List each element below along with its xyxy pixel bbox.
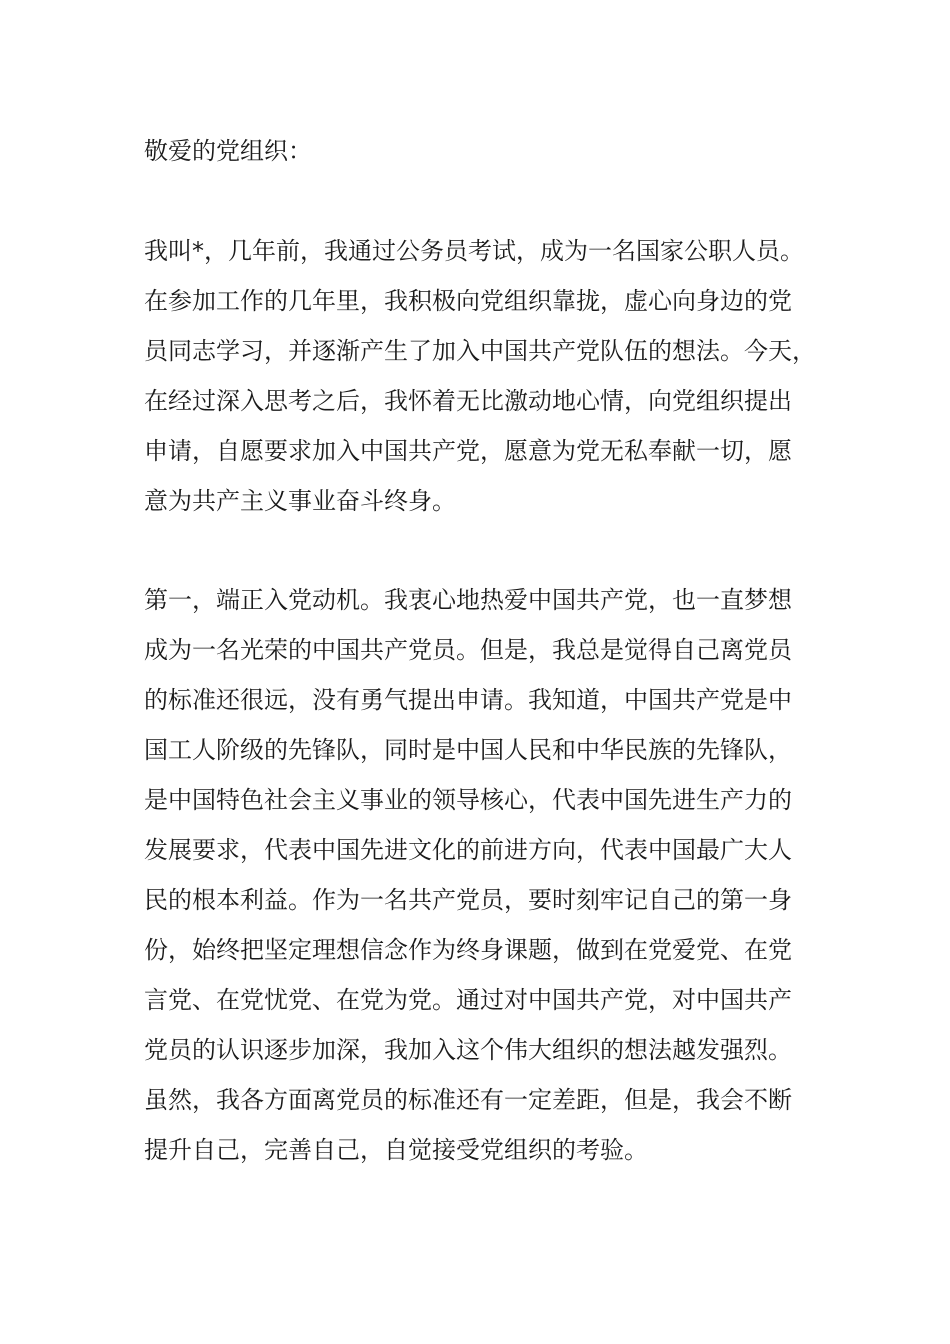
paragraph-line: 我叫*，几年前，我通过公务员考试，成为一名国家公职人员。 [144, 237, 804, 265]
paragraph-line: 的标准还很远，没有勇气提出申请。我知道，中国共产党是中 [144, 686, 792, 714]
paragraph-line: 在参加工作的几年里，我积极向党组织靠拢，虚心向身边的党 [144, 287, 792, 315]
paragraph-line: 是中国特色社会主义事业的领导核心，代表中国先进生产力的 [144, 786, 792, 814]
paragraph-line: 申请，自愿要求加入中国共产党，愿意为党无私奉献一切，愿 [144, 437, 792, 465]
paragraph-line: 党员的认识逐步加深，我加入这个伟大组织的想法越发强烈。 [144, 1036, 792, 1064]
paragraph-line: 员同志学习，并逐渐产生了加入中国共产党队伍的想法。今天， [144, 337, 816, 365]
paragraph-line: 份，始终把坚定理想信念作为终身课题，做到在党爱党、在党 [144, 936, 792, 964]
salutation: 敬爱的党组织： [144, 137, 312, 165]
paragraph-line: 言党、在党忧党、在党为党。通过对中国共产党，对中国共产 [144, 986, 792, 1014]
paragraph-line: 虽然，我各方面离党员的标准还有一定差距，但是，我会不断 [144, 1086, 792, 1114]
paragraph-line: 在经过深入思考之后，我怀着无比激动地心情，向党组织提出 [144, 387, 792, 415]
paragraph-line: 国工人阶级的先锋队，同时是中国人民和中华民族的先锋队， [144, 736, 792, 764]
paragraph-line: 意为共产主义事业奋斗终身。 [144, 487, 456, 515]
paragraph-line: 提升自己，完善自己，自觉接受党组织的考验。 [144, 1136, 648, 1164]
paragraph-line: 第一，端正入党动机。我衷心地热爱中国共产党，也一直梦想 [144, 586, 792, 614]
paragraph-line: 成为一名光荣的中国共产党员。但是，我总是觉得自己离党员 [144, 636, 792, 664]
paragraph-line: 发展要求，代表中国先进文化的前进方向，代表中国最广大人 [144, 836, 792, 864]
paragraph-line: 民的根本利益。作为一名共产党员，要时刻牢记自己的第一身 [144, 886, 792, 914]
